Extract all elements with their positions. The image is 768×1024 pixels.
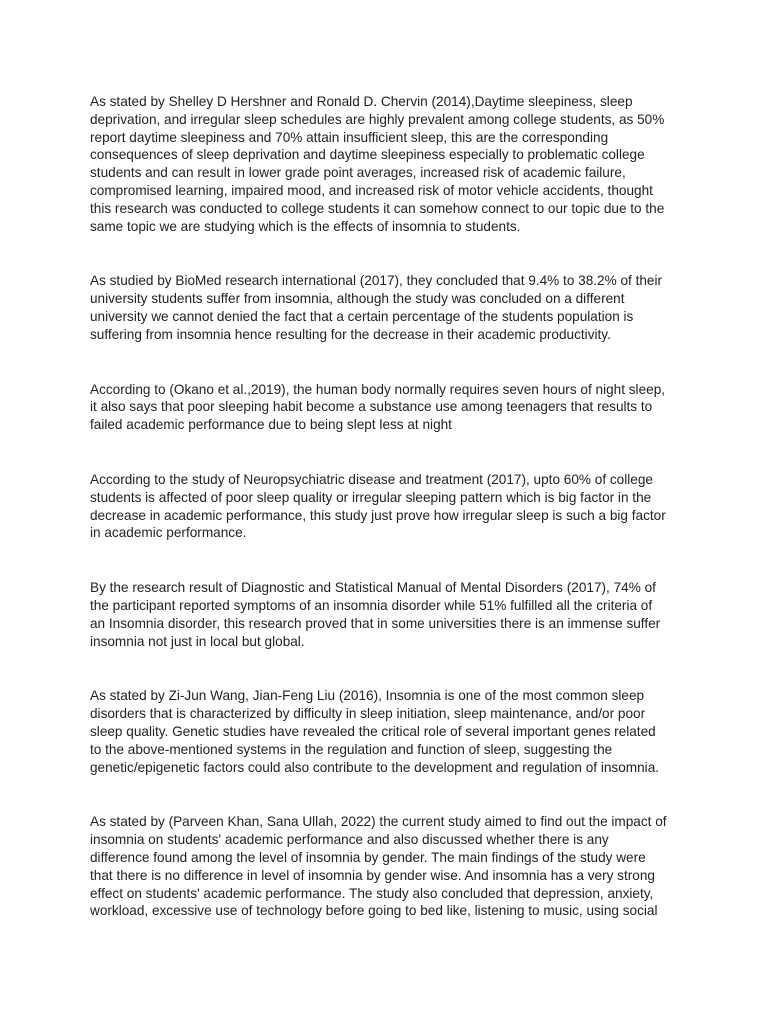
text-line: decrease in academic performance, this study just prove how irregular sleep is such a big factor	[90, 507, 666, 523]
text-line: disorders that is characterized by difficulty in sleep initiation, sleep maintenance, and/or poor	[90, 706, 646, 722]
paragraph-dsm	[90, 579, 680, 650]
text-line: university we cannot denied the fact that a certain percentage of the students population is	[90, 308, 634, 324]
text-line: it also says that poor sleeping habit become a substance use among teenagers that results to	[90, 399, 653, 415]
paragraph-neuropsychiatric	[90, 471, 680, 542]
text-line: As stated by (Parveen Khan, Sana Ullah, 2022) the current study aimed to find out the impact of	[90, 814, 667, 830]
text-line: genetic/epigenetic factors could also contribute to the development and regulation of insomnia.	[90, 759, 660, 775]
text-line: students is affected of poor sleep quality or irregular sleeping pattern which is big factor in the	[90, 489, 652, 505]
text-line: effect on students' academic performance. The study also concluded that depression, anxiety,	[90, 885, 654, 901]
text-line: As studied by BioMed research international (2017), they concluded that 9.4% to 38.2% of their	[90, 273, 663, 289]
text-line: According to the study of Neuropsychiatric disease and treatment (2017), upto 60% of college	[90, 471, 653, 487]
text-line: this research was conducted to college students it can somehow connect to our topic due to the	[90, 200, 665, 216]
text-line: As stated by Zi-Jun Wang, Jian-Feng Liu (2016), Insomnia is one of the most common sleep	[90, 688, 645, 704]
text-line: in academic performance.	[90, 525, 247, 541]
text-line: difference found among the level of insomnia by gender. The main findings of the study were	[90, 849, 646, 865]
text-line: suffering from insomnia hence resulting for the decrease in their academic productivity.	[90, 326, 611, 342]
text-line: insomnia on students' academic performance and also discussed whether there is any	[90, 832, 609, 848]
text-line: workload, excessive use of technology before going to bed like, listening to music, using social	[90, 903, 658, 919]
text-line: same topic we are studying which is the effects of insomnia to students.	[90, 218, 521, 234]
text-line: As stated by Shelley D Hershner and Ronald D. Chervin (2014),Daytime sleepiness, sleep	[90, 94, 633, 109]
text-line: consequences of sleep deprivation and daytime sleepiness especially to problematic college	[90, 147, 645, 163]
paragraph-wang-liu	[90, 687, 680, 776]
text-line: By the research result of Diagnostic and Statistical Manual of Mental Disorders (2017), 74% of	[90, 580, 656, 596]
text-line: university students suffer from insomnia, although the study was concluded on a different	[90, 291, 625, 307]
text-line: students and can result in lower grade point averages, increased risk of academic failure,	[90, 165, 626, 181]
text-line: failed academic performance due to being slept less at night	[90, 417, 452, 433]
paragraph-okano	[90, 381, 680, 434]
text-line: insomnia not just in local but global.	[90, 633, 305, 649]
text-line: the participant reported symptoms of an insomnia disorder while 51% fulfilled all the criteria of	[90, 597, 653, 613]
text-line: According to (Okano et al.,2019), the human body normally requires seven hours of night sleep,	[90, 381, 666, 397]
text-line: that there is no difference in level of insomnia by gender wise. And insomnia has a very strong	[90, 867, 655, 883]
paragraph-khan-ullah	[90, 813, 680, 920]
paragraph-biomed	[90, 272, 680, 343]
text-line: compromised learning, impaired mood, and increased risk of motor vehicle accidents, thought	[90, 182, 653, 198]
paragraph-hershner-chervin	[90, 93, 680, 235]
text-line: to the above-mentioned systems in the regulation and function of sleep, suggesting the	[90, 741, 613, 757]
text-line: an Insomnia disorder, this research proved that in some universities there is an immense suffer	[90, 615, 661, 631]
text-line: sleep quality. Genetic studies have revealed the critical role of several important genes related	[90, 723, 656, 739]
text-line: deprivation, and irregular sleep schedules are highly prevalent among college students, as 50%	[90, 111, 665, 127]
document-page	[90, 93, 680, 920]
text-line: report daytime sleepiness and 70% attain insufficient sleep, this are the corresponding	[90, 129, 609, 145]
